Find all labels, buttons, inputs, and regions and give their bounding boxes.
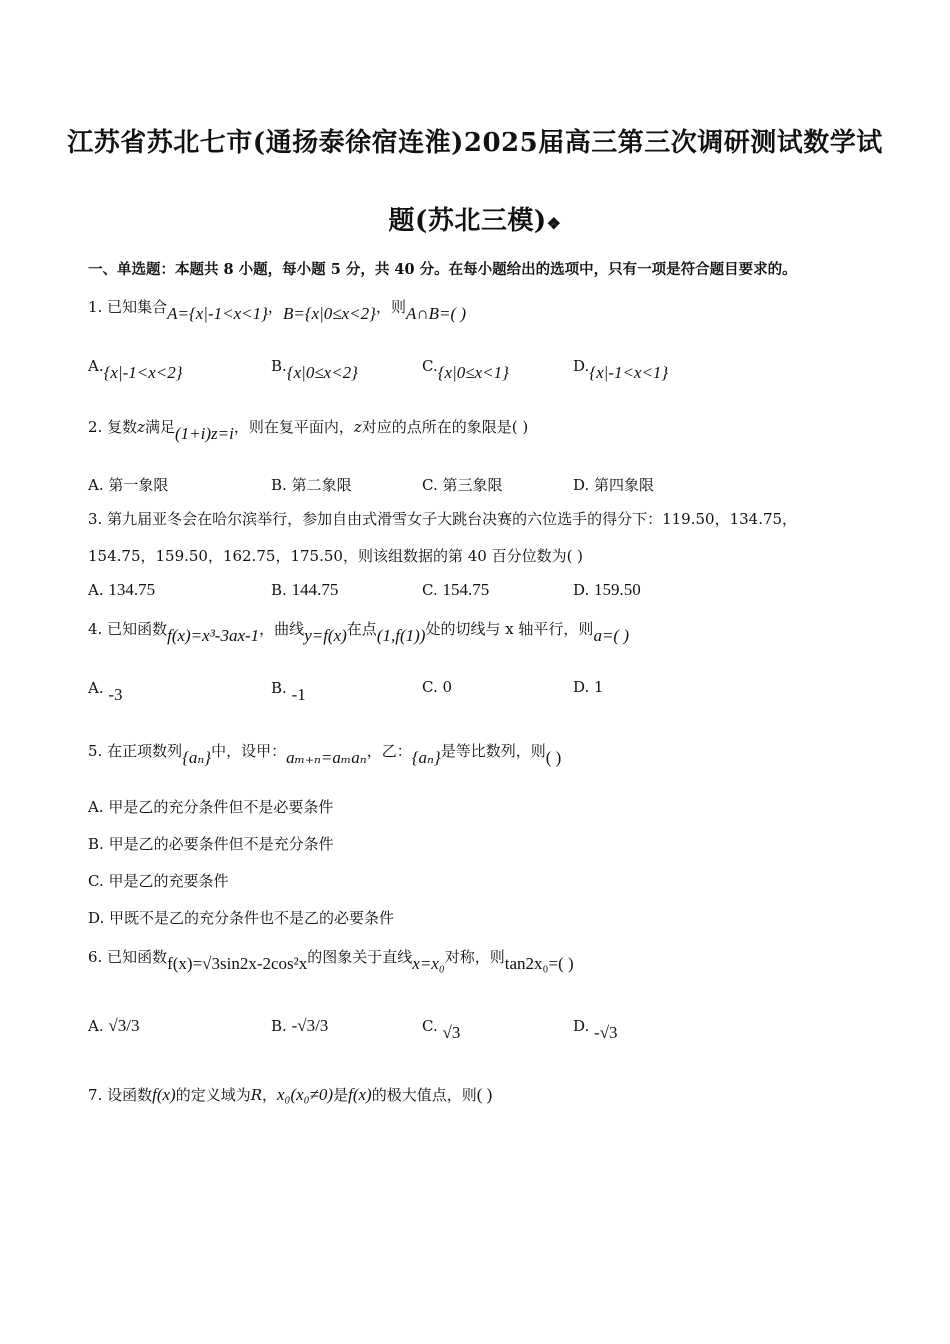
q6-line: x=x₀	[412, 954, 445, 973]
q1-option-b[interactable]	[271, 356, 358, 382]
option-text: -3	[108, 685, 123, 704]
option-label: B.	[88, 835, 104, 853]
question-7	[88, 1084, 492, 1105]
q1-set-a: A={x|-1<x<1}	[167, 304, 268, 323]
q5-sequence: {aₙ}	[182, 748, 212, 767]
option-label: D.	[573, 678, 590, 696]
option-label: D.	[88, 909, 105, 927]
question-5	[88, 740, 562, 767]
option-text: 甲是乙的必要条件但不是充分条件	[108, 835, 334, 853]
option-text: 甲是乙的充要条件	[108, 872, 229, 890]
q6-function: f(x)=√3sin2x-2cos²x	[167, 954, 308, 973]
q2-option-c[interactable]	[422, 474, 503, 495]
option-text: 第三象限	[442, 476, 503, 494]
option-label: D.	[573, 581, 590, 599]
page-title-line2-text: 题(苏北三模)	[388, 206, 547, 236]
q5-sequence-2: {aₙ}	[411, 748, 441, 767]
option-text: -1	[291, 685, 306, 704]
q4-ask: a=( )	[593, 626, 629, 645]
option-label: D.	[573, 476, 590, 494]
q6-ask: tan2x₀=( )	[504, 954, 574, 973]
option-label: B.	[271, 581, 287, 599]
question-3-line1: 3. 第九届亚冬会在哈尔滨举行，参加自由式滑雪女子大跳台决赛的六位选手的得分下：119.50，134.75，	[88, 510, 798, 528]
option-label: D.	[573, 357, 590, 375]
q1-option-a[interactable]	[88, 356, 183, 382]
page-title-line2	[60, 200, 890, 237]
q3-option-d[interactable]	[573, 580, 641, 600]
option-text: {x|-1<x<2}	[103, 363, 183, 382]
q2-z: z	[137, 418, 145, 436]
option-label: C.	[422, 581, 438, 599]
q7-paren: ( )	[476, 1085, 493, 1104]
option-text: -√3/3	[291, 1016, 329, 1035]
page-title-line1: 江苏省苏北七市(通扬泰徐宿连淮)2025届高三第三次调研测试数学试	[67, 128, 883, 158]
q2-option-d[interactable]	[573, 474, 654, 495]
q1-sep: ，	[267, 298, 283, 316]
q1-expr: A∩B=( )	[405, 304, 467, 323]
q2-equation: (1+i)z=i	[175, 424, 234, 443]
q4-option-a[interactable]	[88, 678, 123, 704]
section-header: 一、单选题：本题共 8 小题，每小题 5 分，共 40 分。在每小题给出的选项中，只有一项是符合题目要求的。	[88, 261, 797, 278]
q5-condition: aₘ₊ₙ=aₘaₙ	[286, 748, 367, 767]
option-label: D.	[573, 1017, 590, 1035]
q1-option-d[interactable]	[573, 356, 669, 382]
option-text: {x|0≤x<1}	[437, 363, 509, 382]
q4-point: (1,f(1))	[376, 626, 426, 645]
option-text: {x|0≤x<2}	[286, 363, 358, 382]
option-label: C.	[88, 872, 104, 890]
question-3-line2: 154.75，159.50，162.75，175.50，则该组数据的第 40 百分位数为( )	[88, 547, 584, 565]
q1-option-c[interactable]	[422, 356, 509, 382]
question-1	[88, 296, 467, 323]
q4-option-c[interactable]	[422, 678, 452, 696]
q5-paren: ( )	[545, 748, 562, 767]
q2-mid3: 对应的点所在的象限是( )	[361, 418, 529, 436]
q2-mid2: ，则在复平面内，	[233, 418, 354, 436]
option-label: A.	[88, 476, 104, 494]
q4-curve: y=f(x)	[304, 626, 347, 645]
q7-f2: f(x)	[348, 1085, 372, 1104]
q5-prefix: 5. 在正项数列	[88, 742, 183, 760]
q7-f1: f(x)	[152, 1085, 176, 1104]
q1-set-b: B={x|0≤x<2}	[282, 304, 376, 323]
option-label: C.	[422, 357, 438, 375]
q4-function: f(x)=x³-3ax-1	[167, 626, 260, 645]
q6-prefix: 6. 已知函数	[88, 948, 168, 966]
option-label: A.	[88, 1017, 104, 1035]
q6-option-a[interactable]	[88, 1016, 139, 1036]
q7-mid1: 的定义域为	[175, 1086, 251, 1104]
question-6	[88, 946, 574, 973]
q4-mid1: ，曲线	[259, 620, 305, 638]
q5-mid3: 是等比数列，则	[440, 742, 546, 760]
q6-mid1: 的图象关于直线	[307, 948, 413, 966]
option-text: √3/3	[108, 1016, 140, 1035]
q5-option-a[interactable]	[88, 796, 333, 817]
option-label: A.	[88, 798, 104, 816]
option-label: C.	[422, 678, 438, 696]
q7-mid2: ，	[262, 1086, 278, 1104]
option-text: 第四象限	[594, 476, 655, 494]
option-text: 154.75	[442, 580, 490, 599]
option-text: 甲是乙的充分条件但不是必要条件	[108, 798, 334, 816]
option-text: 第二象限	[291, 476, 352, 494]
q6-option-c[interactable]	[422, 1016, 461, 1042]
q4-mid3: 处的切线与 x 轴平行，则	[425, 620, 594, 638]
option-label: A.	[88, 581, 104, 599]
q4-mid2: 在点	[346, 620, 377, 638]
option-label: C.	[422, 476, 438, 494]
q7-mid3: 是	[333, 1086, 349, 1104]
diamond-icon: ❖	[546, 214, 562, 233]
option-label: B.	[271, 476, 287, 494]
option-text: 第一象限	[108, 476, 169, 494]
q5-mid1: 中，设甲：	[211, 742, 287, 760]
q7-x0: x₀(x₀≠0)	[277, 1085, 334, 1104]
option-text: 134.75	[108, 580, 156, 599]
q7-prefix: 7. 设函数	[88, 1086, 153, 1104]
option-text: 159.50	[594, 580, 641, 599]
q3-option-a[interactable]	[88, 580, 155, 600]
q2-option-a[interactable]	[88, 474, 168, 495]
option-text: 0	[442, 678, 453, 696]
option-text: 144.75	[291, 580, 339, 599]
q4-option-d[interactable]	[573, 678, 604, 696]
option-text: √3	[442, 1023, 461, 1042]
option-label: A.	[88, 357, 104, 375]
q5-option-c[interactable]	[88, 870, 229, 891]
option-text: {x|-1<x<1}	[589, 363, 669, 382]
option-text: -√3	[594, 1023, 618, 1042]
q6-option-b[interactable]	[271, 1016, 328, 1036]
q3-option-b[interactable]	[271, 580, 338, 600]
q2-option-b[interactable]	[271, 474, 352, 495]
q5-option-b[interactable]	[88, 833, 334, 854]
q3-option-c[interactable]	[422, 580, 489, 600]
q6-option-d[interactable]	[573, 1016, 618, 1042]
option-label: C.	[422, 1017, 438, 1035]
option-label: B.	[271, 357, 287, 375]
q1-mid: ，则	[375, 298, 406, 316]
q7-mid4: 的极大值点，则	[371, 1086, 477, 1104]
q6-mid2: 对称，则	[444, 948, 505, 966]
option-label: B.	[271, 1017, 287, 1035]
q1-prefix: 1. 已知集合	[88, 298, 168, 316]
q5-mid2: ，乙：	[366, 742, 412, 760]
q5-option-d[interactable]	[88, 907, 394, 928]
option-text: 1	[594, 678, 604, 696]
question-2	[88, 416, 529, 443]
q2-prefix: 2. 复数	[88, 418, 138, 436]
q4-prefix: 4. 已知函数	[88, 620, 168, 638]
q2-z-2: z	[353, 418, 362, 436]
option-label: B.	[271, 679, 287, 697]
option-text: 甲既不是乙的充分条件也不是乙的必要条件	[109, 909, 395, 927]
q2-mid1: 满足	[145, 418, 176, 436]
q7-r: R	[250, 1086, 262, 1104]
q4-option-b[interactable]	[271, 678, 306, 704]
option-label: A.	[88, 679, 104, 697]
question-4	[88, 618, 629, 645]
